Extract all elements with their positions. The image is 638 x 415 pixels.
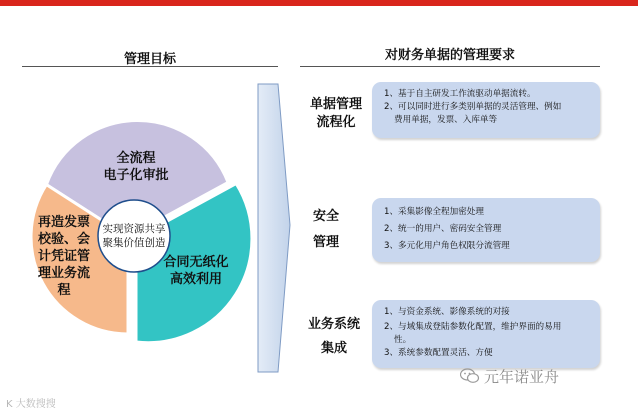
right-segment-line-1: 合同无纸化: [163, 255, 229, 270]
right-segment-label: [152, 254, 240, 288]
left-segment-line-1: 再造发票: [37, 215, 90, 230]
box-3-item-1: 1、与资金系统、影像系统的对接: [384, 307, 510, 317]
center-line-1: 实现资源共享: [102, 223, 166, 235]
wechat-icon: [460, 368, 480, 384]
left-segment-label: [30, 214, 98, 299]
left-segment-line-3: 计凭证管: [37, 249, 90, 264]
category-label-1: [296, 96, 376, 132]
box-1-item-3: 费用单据，发票、入库单等: [394, 115, 498, 125]
box-1-item-2: 2、可以同时进行多类别单据的灵活管理、例如: [384, 102, 562, 112]
box-1-item-1: 1、基于自主研发工作流驱动单据流转。: [384, 89, 536, 99]
requirement-box-1: [372, 82, 600, 138]
left-heading: 管理目标: [123, 52, 176, 67]
requirement-box-2: [372, 198, 600, 262]
center-label: [98, 222, 170, 250]
category-3-line-1: 业务系统: [307, 317, 360, 332]
requirement-box-3: [372, 300, 600, 368]
box-3-item-3: 性。: [394, 335, 412, 345]
category-2-line-1: 安全: [312, 209, 339, 224]
watermark-brand: 元年诺亚舟: [484, 368, 560, 386]
category-2-line-2: 管理: [312, 235, 339, 250]
left-segment-line-4: 理业务流: [37, 266, 90, 281]
center-line-2: 聚集价值创造: [102, 237, 166, 249]
box-2-item-1: 1、采集影像全程加密处理: [384, 207, 484, 217]
category-1-line-1: 单据管理: [309, 97, 362, 112]
right-segment-line-2: 高效利用: [169, 272, 222, 287]
top-segment-label: [88, 150, 184, 184]
category-label-3: [296, 316, 372, 358]
top-segment-line-1: 全流程: [116, 151, 156, 166]
category-label-2: [290, 208, 362, 252]
box-3-item-4: 3、系统参数配置灵活、方便: [384, 348, 493, 358]
category-1-line-2: 流程化: [316, 115, 356, 130]
left-segment-line-2: 校验、会: [37, 232, 90, 247]
box-2-item-2: 2、统一的用户、密码安全管理: [384, 224, 502, 234]
category-3-line-2: 集成: [320, 341, 347, 356]
box-2-item-3: 3、多元化用户角色权限分流管理: [384, 241, 510, 251]
right-heading: 对财务单据的管理要求: [384, 48, 515, 63]
top-segment-line-2: 电子化审批: [103, 168, 169, 183]
chevron-arrow: [258, 84, 290, 372]
watermark-source: K 大数搜搜: [6, 399, 56, 410]
box-3-item-2: 2、与域集成登陆参数化配置，维护界面的易用: [384, 322, 562, 332]
left-segment-line-5: 程: [57, 283, 71, 298]
